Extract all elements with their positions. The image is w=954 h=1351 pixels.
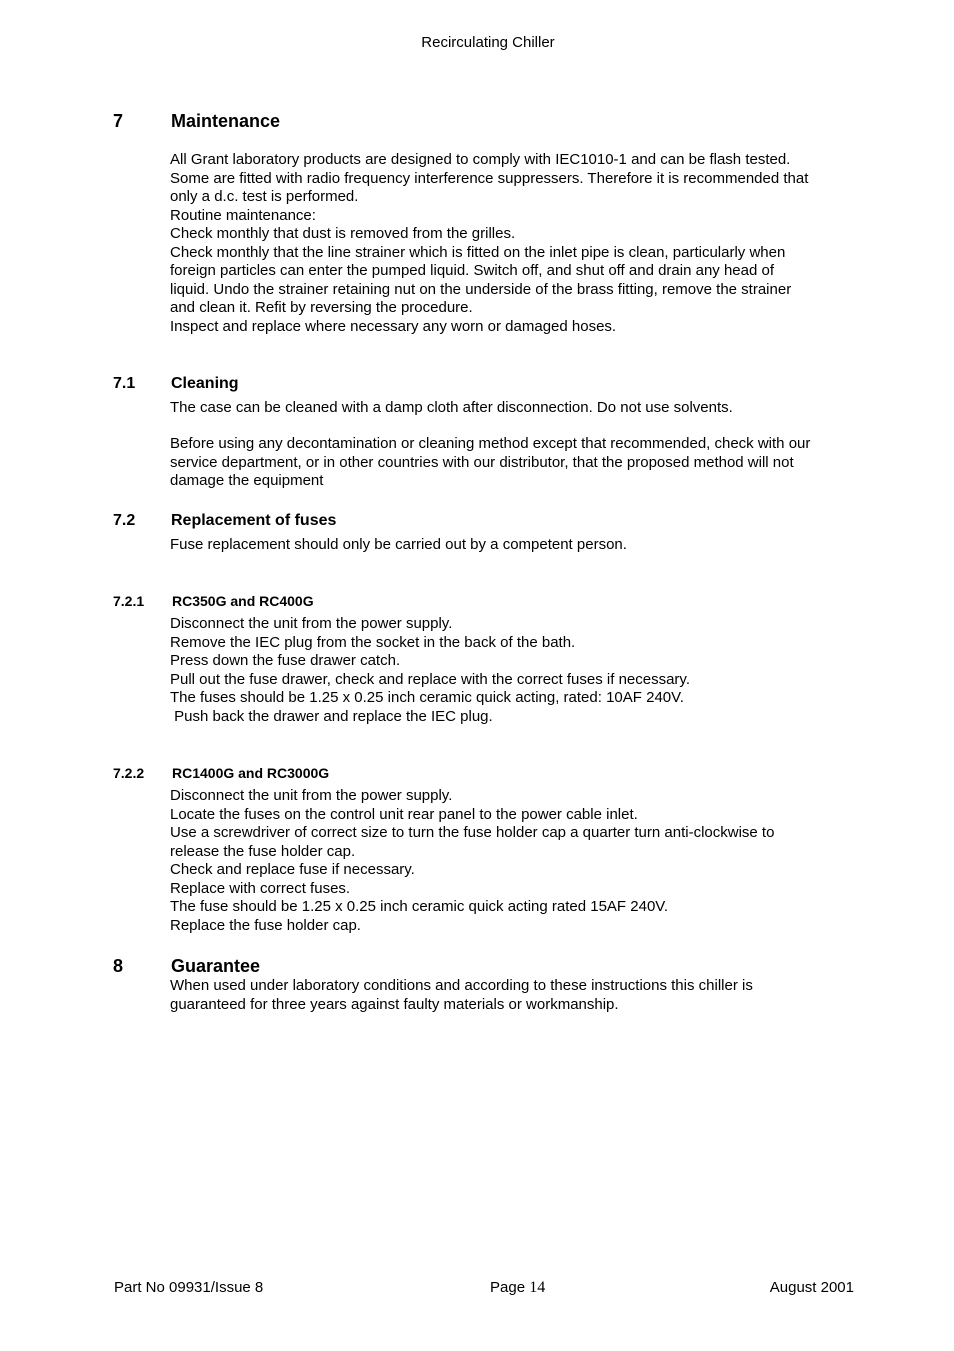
text-line: Locate the fuses on the control unit rear panel to the power cable inlet. [170, 805, 638, 823]
text-line: Routine maintenance: [170, 206, 316, 224]
section-title: RC1400G and RC3000G [172, 765, 330, 781]
text-line: Disconnect the unit from the power supply. [170, 615, 453, 632]
text-line: Disconnect the unit from the power supply. [170, 787, 453, 804]
text-line: Replace the fuse holder cap. [170, 916, 361, 934]
footer-page-label: Page [490, 1279, 526, 1296]
section-body [170, 977, 870, 1014]
text-line: guaranteed for three years against faulty materials or workmanship. [170, 995, 619, 1013]
section-number: 8 [113, 956, 124, 976]
section-number: 7 [113, 111, 124, 131]
text-line: Remove the IEC plug from the socket in the back of the bath. [170, 633, 576, 651]
text-line: Push back the drawer and replace the IEC plug. [170, 707, 493, 725]
section-body [170, 536, 870, 555]
text-line: and clean it. Refit by reversing the procedure. [170, 299, 473, 316]
section-number: 7.2.1 [113, 593, 145, 609]
section-body [170, 151, 870, 336]
section-body [170, 615, 870, 726]
footer-part-number: Part No 09931/Issue 8 [114, 1279, 264, 1296]
section-title: Cleaning [171, 375, 239, 392]
section-title: Replacement of fuses [171, 512, 337, 529]
text-line: service department, or in other countries with our distributor, that the proposed method will not [170, 453, 794, 471]
text-line: damage the equipment [170, 472, 324, 489]
section-title: Maintenance [171, 111, 281, 131]
text-line: Check monthly that the line strainer which is fitted on the inlet pipe is clean, particularly when [170, 243, 786, 261]
text-line: Use a screwdriver of correct size to turn the fuse holder cap a quarter turn anti-clockwise to [170, 824, 775, 841]
section-number: 7.2 [113, 512, 136, 529]
text-line: The fuse should be 1.25 x 0.25 inch ceramic quick acting rated 15AF 240V. [170, 898, 669, 915]
text-line: Inspect and replace where necessary any worn or damaged hoses. [170, 317, 617, 335]
text-line: Replace with correct fuses. [170, 879, 351, 897]
footer-page [490, 1279, 545, 1297]
text-line: Some are fitted with radio frequency interference suppressers. Therefore it is recommended that [170, 169, 809, 187]
footer-date: August 2001 [769, 1279, 854, 1296]
section-number: 7.1 [113, 375, 136, 392]
text-line: When used under laboratory conditions and according to these instructions this chiller is [170, 977, 753, 994]
running-header: Recirculating Chiller [421, 34, 555, 51]
text-line: Pull out the fuse drawer, check and replace with the correct fuses if necessary. [170, 670, 690, 688]
text-line: Fuse replacement should only be carried out by a competent person. [170, 536, 627, 553]
section-number: 7.2.2 [113, 765, 145, 781]
text-line: release the fuse holder cap. [170, 842, 356, 860]
text-line: The fuses should be 1.25 x 0.25 inch ceramic quick acting, rated: 10AF 240V. [170, 689, 684, 706]
text-line: Check monthly that dust is removed from the grilles. [170, 225, 516, 242]
text-line: foreign particles can enter the pumped liquid. Switch off, and shut off and drain any head of [170, 262, 775, 279]
text-line: Before using any decontamination or cleaning method except that recommended, check with our [170, 435, 811, 452]
text-line: Check and replace fuse if necessary. [170, 861, 415, 878]
text-line: All Grant laboratory products are designed to comply with IEC1010-1 and can be flash tested. [170, 151, 791, 168]
section-body [170, 399, 870, 418]
text-line: The case can be cleaned with a damp cloth after disconnection. Do not use solvents. [170, 399, 733, 416]
section-body [170, 435, 870, 491]
text-line: only a d.c. test is performed. [170, 188, 359, 205]
section-title: Guarantee [171, 956, 261, 976]
text-line: liquid. Undo the strainer retaining nut on the underside of the brass fitting, remove the strainer [170, 280, 792, 298]
footer-page-number: 14 [529, 1279, 546, 1296]
text-line: Press down the fuse drawer catch. [170, 652, 401, 669]
section-title: RC350G and RC400G [172, 593, 314, 609]
section-body [170, 787, 870, 935]
